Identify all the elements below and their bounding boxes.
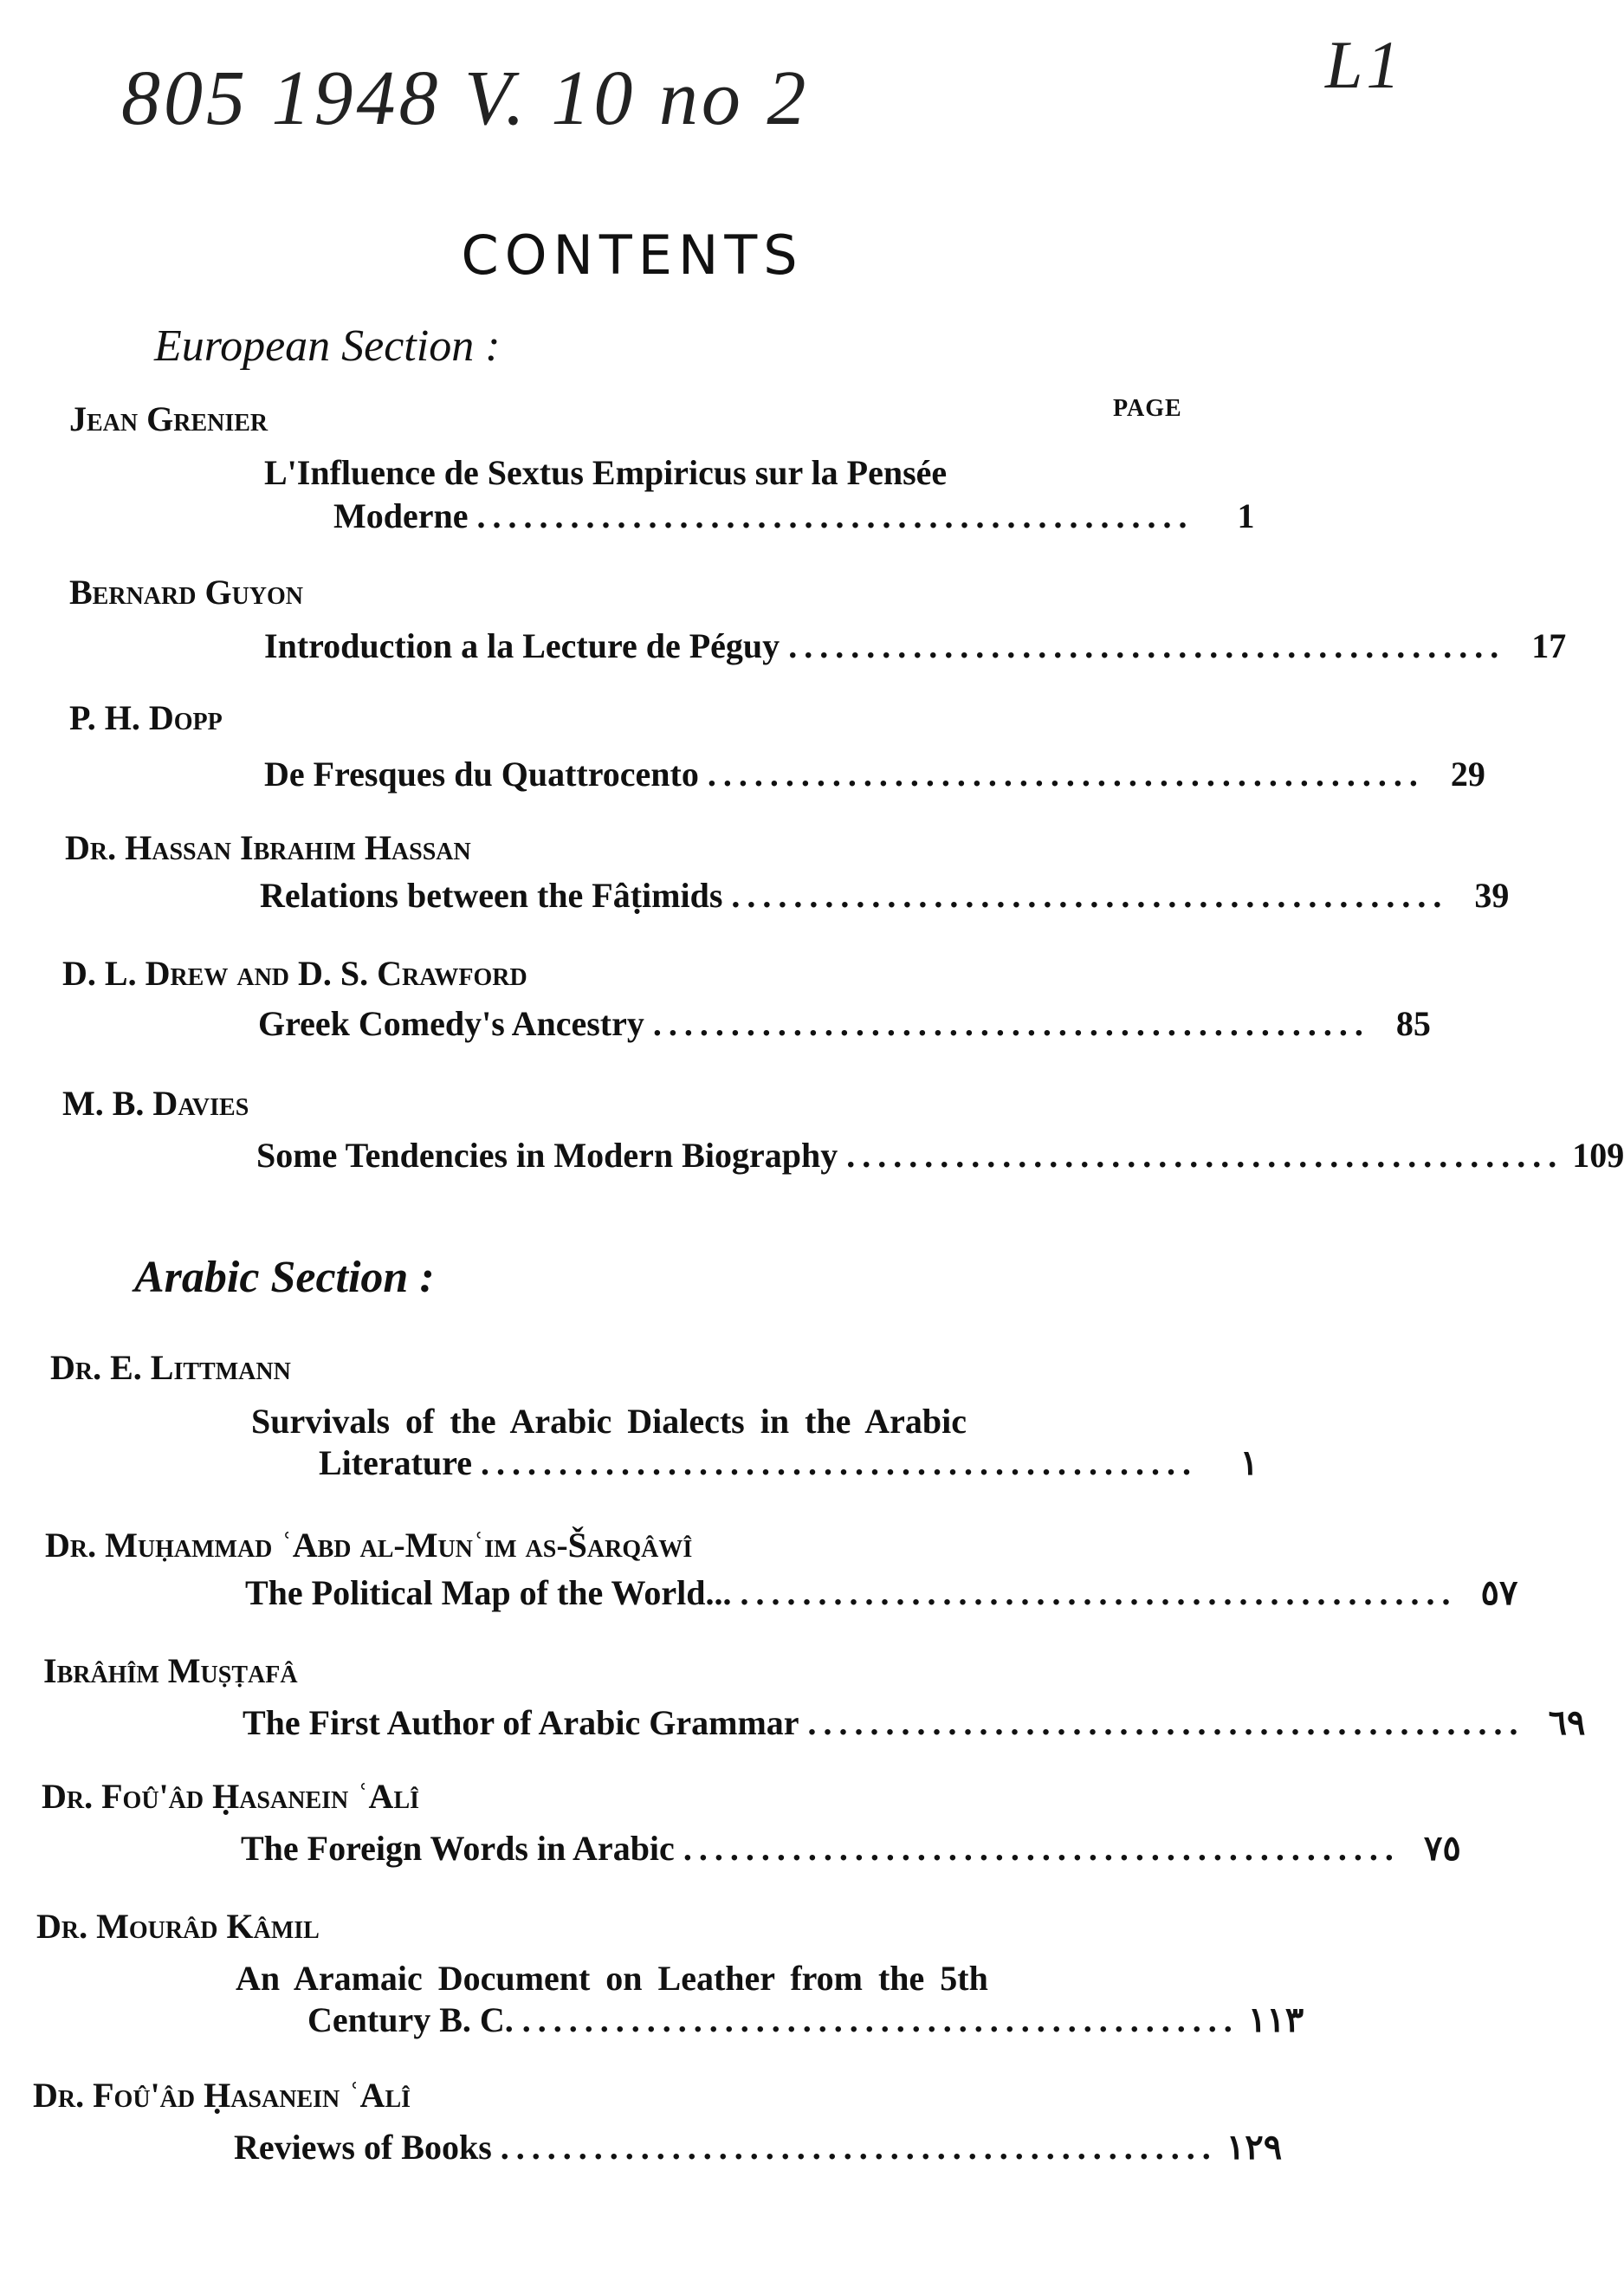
entry-author: Dr. Mourâd Kâmil — [36, 1907, 320, 1946]
handwritten-corner-mark: L1 — [1325, 27, 1404, 102]
leader-dots: .............................................. — [707, 755, 1425, 794]
entry-author: Dr. Foû'âd Ḥasanein ʿAlî — [42, 1777, 420, 1816]
entry-page-number: 39 — [1474, 876, 1510, 915]
entry-title-text: The Foreign Words in Arabic — [241, 1829, 675, 1868]
entry-title-last-line — [234, 2127, 1283, 2168]
entry-page-number: 109 — [1572, 1136, 1624, 1175]
entry-title-line: Survivals of the Arabic Dialects in the Arabic — [251, 1402, 967, 1441]
leader-dots: .............................................. — [480, 1443, 1198, 1482]
entry-page-number: 17 — [1531, 626, 1567, 665]
entry-author: Dr. E. Littmann — [50, 1348, 291, 1387]
entry-title-text: De Fresques du Quattrocento — [264, 755, 699, 794]
leader-dots: .............................................. — [500, 2128, 1218, 2167]
leader-dots: .............................................. — [521, 2000, 1239, 2039]
entry-title-last-line — [245, 1572, 1518, 1613]
entry-author: Bernard Guyon — [69, 573, 304, 612]
entry-author: Dr. Muḥammad ʿAbd al-Munʿim as-Šarqâwî — [45, 1526, 693, 1565]
page-title: CONTENTS — [461, 224, 804, 287]
entry-page-number: ١ — [1239, 1443, 1258, 1482]
handwritten-catalog-note: 805 1948 V. 10 no 2 — [121, 55, 810, 141]
entry-title-last-line — [307, 1999, 1304, 2040]
entry-title-text: Greek Comedy's Ancestry — [258, 1004, 644, 1043]
entry-title-text: The First Author of Arabic Grammar — [243, 1703, 799, 1742]
entry-page-number: ١١٣ — [1247, 2000, 1304, 2039]
entry-title-last-line — [241, 1828, 1461, 1869]
entry-page-number: 29 — [1450, 755, 1485, 794]
leader-dots: .............................................. — [846, 1136, 1564, 1175]
entry-title-last-line — [258, 1003, 1431, 1044]
leader-dots: .............................................. — [731, 876, 1449, 915]
entry-author: D. L. Drew and D. S. Crawford — [62, 954, 527, 993]
entry-title-text: Reviews of Books — [234, 2128, 492, 2167]
entry-title-line: L'Influence de Sextus Empiricus sur la Pensée — [264, 453, 948, 492]
entry-page-number: ٧٥ — [1423, 1829, 1461, 1868]
entry-author: Dr. Hassan Ibrahim Hassan — [65, 828, 471, 867]
entry-title-last-line — [260, 875, 1510, 916]
entry-author: Dr. Foû'âd Ḥasanein ʿAlî — [33, 2076, 411, 2115]
leader-dots: .............................................. — [807, 1703, 1525, 1742]
entry-page-number: ١٢٩ — [1226, 2128, 1283, 2167]
leader-dots: .............................................. — [740, 1573, 1458, 1612]
leader-dots: .............................................. — [652, 1004, 1370, 1043]
entry-author: M. B. Davies — [62, 1084, 249, 1123]
entry-title-text: Introduction a la Lecture de Péguy — [264, 626, 780, 665]
entry-title-last-line — [243, 1702, 1586, 1743]
entry-author: P. H. Dopp — [69, 698, 223, 737]
entry-title-line: An Aramaic Document on Leather from the 5th — [236, 1959, 988, 1998]
entry-page-number: ٦٩ — [1548, 1703, 1586, 1742]
entry-title-last-line — [319, 1442, 1258, 1483]
european-section-heading: European Section : — [154, 321, 501, 371]
entry-author: Jean Grenier — [69, 399, 269, 438]
page-column-header: PAGE — [1113, 395, 1182, 422]
arabic-section-heading: Arabic Section : — [134, 1253, 435, 1302]
entry-title-last-line — [333, 496, 1255, 536]
entry-title-text: Century B. C. — [307, 2000, 514, 2039]
entry-page-number: 85 — [1395, 1004, 1431, 1043]
leader-dots: .............................................. — [683, 1829, 1401, 1868]
entry-title-text: Moderne — [333, 496, 469, 535]
entry-author: Ibrâhîm Muṣṭafâ — [43, 1651, 298, 1690]
entry-title-text: Literature — [319, 1443, 472, 1482]
leader-dots: .............................................. — [476, 496, 1194, 535]
entry-title-last-line — [256, 1135, 1624, 1176]
leader-dots: .............................................. — [788, 626, 1506, 665]
entry-title-text: Relations between the Fâṭimids — [260, 876, 723, 915]
entry-title-last-line — [264, 625, 1567, 666]
entry-title-text: The Political Map of the World... — [245, 1573, 732, 1612]
entry-title-last-line — [264, 754, 1485, 794]
entry-page-number: ٥٧ — [1480, 1573, 1518, 1612]
entry-page-number: 1 — [1237, 496, 1255, 535]
entry-title-text: Some Tendencies in Modern Biography — [256, 1136, 838, 1175]
